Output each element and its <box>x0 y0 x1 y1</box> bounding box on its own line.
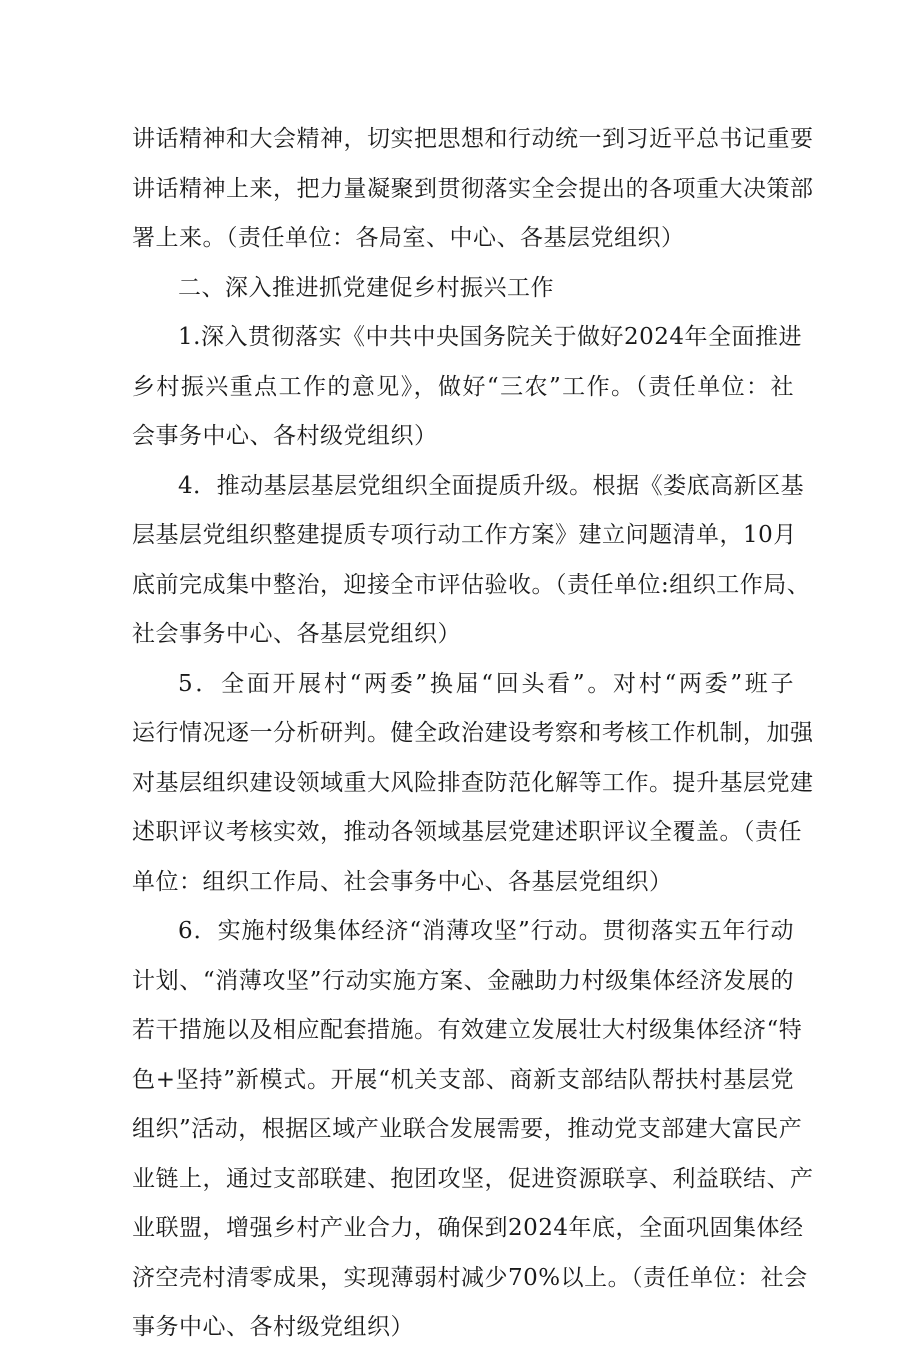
text-line: 组织”活动，根据区域产业联合发展需要，推动党支部建大富民产 <box>132 1116 803 1142</box>
text-line: 济空壳村清零成果，实现薄弱村减少70%以上。（责任单位：社会 <box>132 1264 808 1291</box>
document-page <box>132 115 814 1353</box>
text-line: 署上来。（责任单位：各局室、中心、各基层党组织） <box>132 225 685 251</box>
heading-text: 二、深入推进抓党建促乡村振兴工作 <box>178 274 554 301</box>
text-line: 讲话精神上来，把力量凝聚到贯彻落实全会提出的各项重大决策部 <box>132 175 814 202</box>
section-heading-2 <box>132 264 794 314</box>
text-line: 对基层组织建设领域重大风险排查防范化解等工作。提升基层党建 <box>132 769 814 796</box>
text-line: 讲话精神和大会精神，切实把思想和行动统一到习近平总书记重要 <box>132 126 814 152</box>
text-line: 1.深入贯彻落实《中共中央国务院关于做好2024年全面推进 <box>178 324 802 350</box>
text-line: 业联盟，增强乡村产业合力，确保到2024年底，全面巩固集体经 <box>132 1215 804 1241</box>
text-line: 5．全面开展村“两委”换届“回头看”。对村“两委”班子 <box>178 670 794 697</box>
text-line: 单位：组织工作局、社会事务中心、各基层党组织） <box>132 868 673 895</box>
text-line: 4．推动基层基层党组织全面提质升级。根据《娄底高新区基 <box>178 472 805 499</box>
paragraph-item-4 <box>132 462 811 660</box>
text-line: 社会事务中心、各基层党组织） <box>132 621 461 647</box>
paragraph-item-6 <box>132 907 814 1353</box>
paragraph-item-1 <box>132 313 802 462</box>
text-line: 乡村振兴重点工作的意见》，做好“三农”工作。（责任单位：社 <box>132 373 794 400</box>
text-line: 会事务中心、各村级党组织） <box>132 423 438 449</box>
paragraph-item-5 <box>132 660 814 908</box>
text-line: 述职评议考核实效，推动各领域基层党建述职评议全覆盖。（责任 <box>132 819 802 845</box>
text-line: 业链上，通过支部联建、抱团攻坚，促进资源联享、利益联结、产 <box>132 1165 814 1192</box>
text-line: 底前完成集中整治，迎接全市评估验收。（责任单位:组织工作局、 <box>132 571 811 598</box>
text-line: 色+坚持”新模式。开展“机关支部、商新支部结队帮扶村基层党 <box>132 1066 794 1093</box>
text-line: 运行情况逐一分析研判。健全政治建设考察和考核工作机制，加强 <box>132 720 814 746</box>
text-line: 层基层党组织整建提质专项行动工作方案》建立问题清单，10月 <box>132 522 797 548</box>
text-line: 6．实施村级集体经济“消薄攻坚”行动。贯彻落实五年行动 <box>178 918 794 944</box>
text-line: 计划、“消薄攻坚”行动实施方案、金融助力村级集体经济发展的 <box>132 967 794 994</box>
text-line: 若干措施以及相应配套措施。有效建立发展壮大村级集体经济“特 <box>132 1017 803 1043</box>
paragraph-continuation <box>132 115 814 264</box>
text-line: 事务中心、各村级党组织） <box>132 1314 414 1340</box>
